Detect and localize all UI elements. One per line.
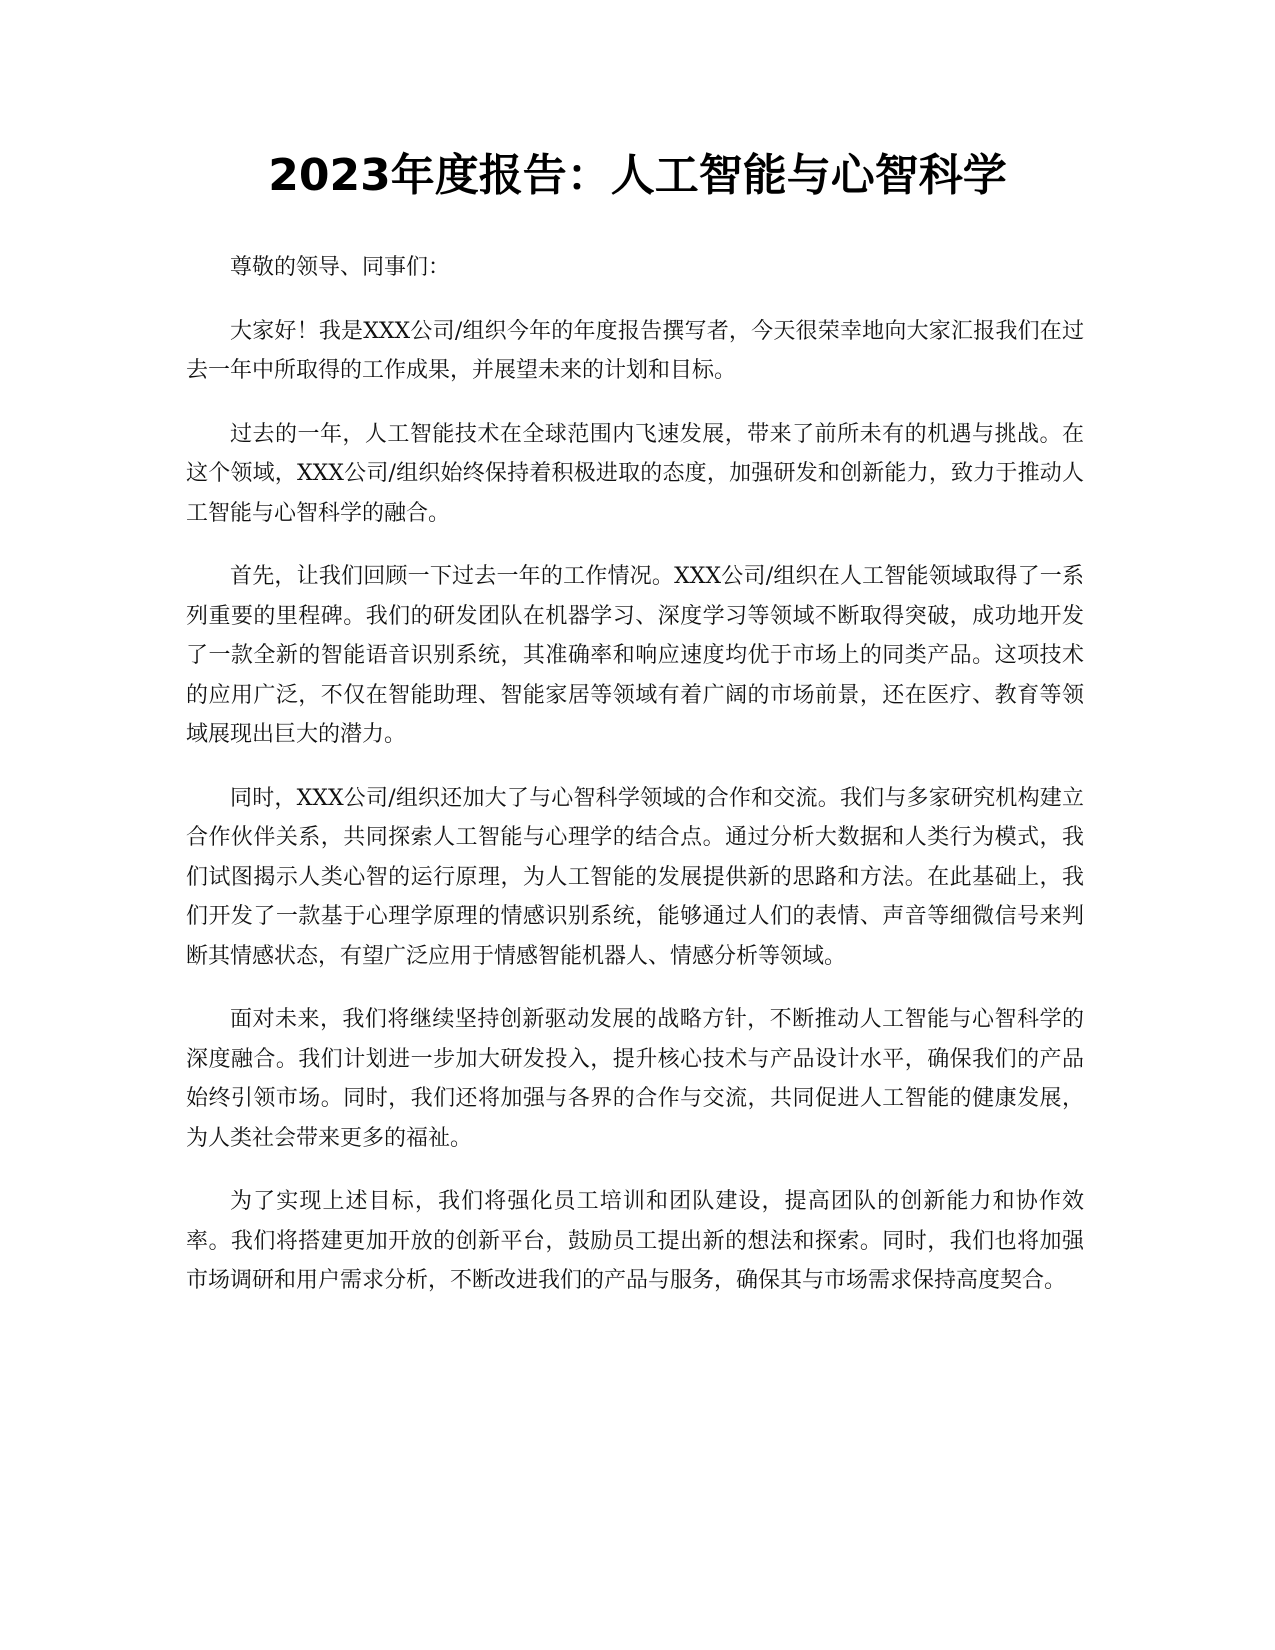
paragraph-cooperation: 同时，XXX公司/组织还加大了与心智科学领域的合作和交流。我们与多家研究机构建立合作伙伴关系，共同探索人工智能与心理学的结合点。通过分析大数据和人类行为模式，我们试图揭示人类心智的运行原理，为人工智能的发展提供新的思路和方法。在此基础上，我们开发了一款基于心理学原理的情感识别系统，能够通过人们的表情、声音等细微信号来判断其情感状态，有望广泛应用于情感智能机器人、情感分析等领域。 <box>186 785 1084 969</box>
paragraph-overview: 过去的一年，人工智能技术在全球范围内飞速发展，带来了前所未有的机遇与挑战。在这个领域，XXX公司/组织始终保持着积极进取的态度，加强研发和创新能力，致力于推动人工智能与心智科学的融合。 <box>186 421 1084 526</box>
paragraph-future: 面对未来，我们将继续坚持创新驱动发展的战略方针，不断推动人工智能与心智科学的深度融合。我们计划进一步加大研发投入，提升核心技术与产品设计水平，确保我们的产品始终引领市场。同时，我们还将加强与各界的合作与交流，共同促进人工智能的健康发展，为人类社会带来更多的福祉。 <box>186 1007 1084 1151</box>
paragraph-review: 首先，让我们回顾一下过去一年的工作情况。XXX公司/组织在人工智能领域取得了一系列重要的里程碑。我们的研发团队在机器学习、深度学习等领域不断取得突破，成功地开发了一款全新的智能语音识别系统，其准确率和响应速度均优于市场上的同类产品。这项技术的应用广泛，不仅在智能助理、智能家居等领域有着广阔的市场前景，还在医疗、教育等领域展现出巨大的潜力。 <box>186 564 1084 747</box>
page-title: 2023年度报告：人工智能与心智科学 <box>268 150 1007 201</box>
paragraph-greeting: 大家好！我是XXX公司/组织今年的年度报告撰写者，今天很荣幸地向大家汇报我们在过去一年中所取得的工作成果，并展望未来的计划和目标。 <box>186 318 1084 383</box>
paragraph-salutation: 尊敬的领导、同事们： <box>230 255 451 280</box>
document-body <box>186 248 1084 1325</box>
paragraph-goals: 为了实现上述目标，我们将强化员工培训和团队建设，提高团队的创新能力和协作效率。我们将搭建更加开放的创新平台，鼓励员工提出新的想法和探索。同时，我们也将加强市场调研和用户需求分析，不断改进我们的产品与服务，确保其与市场需求保持高度契合。 <box>186 1189 1084 1293</box>
